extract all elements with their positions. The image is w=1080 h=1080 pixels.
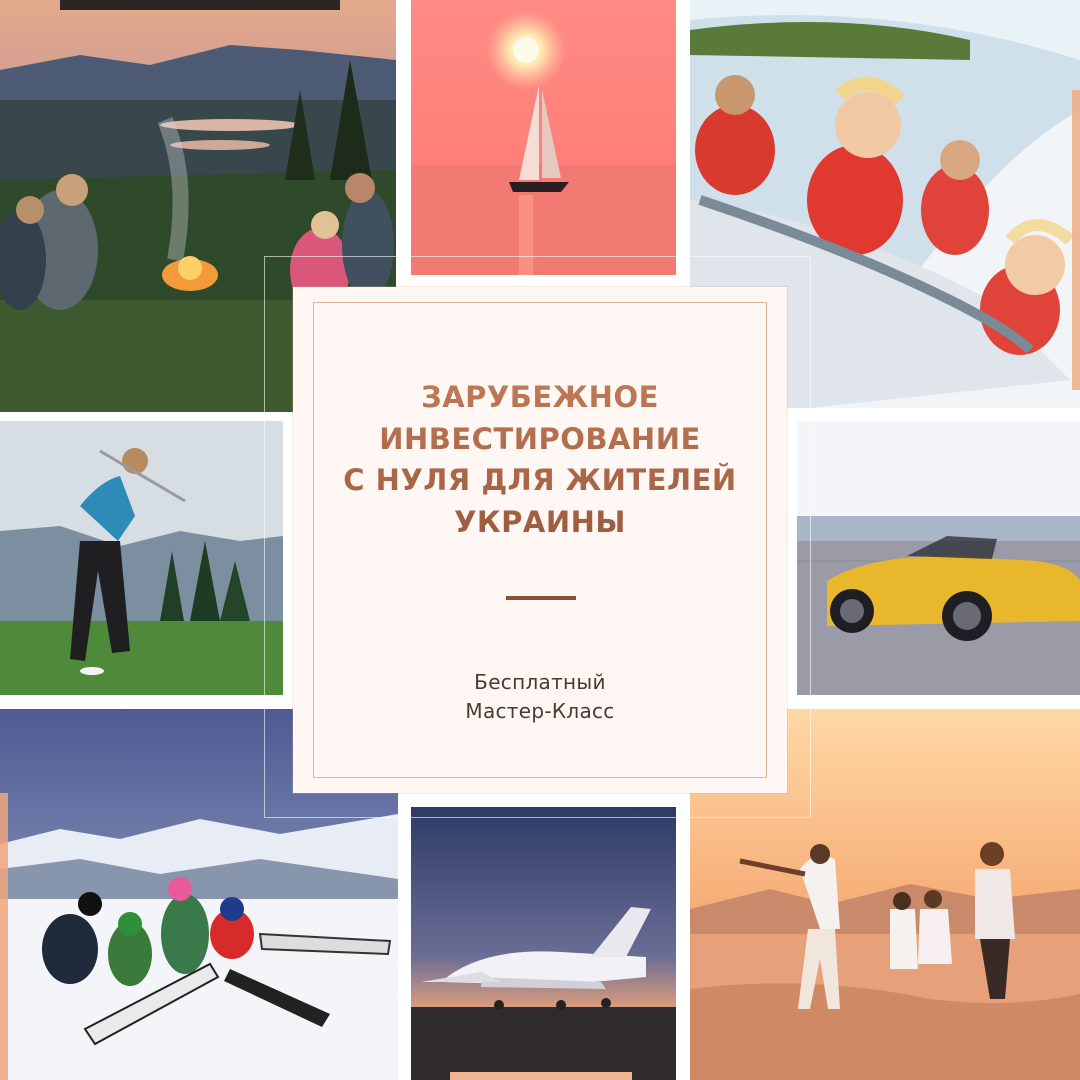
top-accent-bar (60, 0, 340, 10)
subtitle-line: Бесплатный (474, 670, 606, 694)
title-line: ИНВЕСТИРОВАНИЕ (379, 421, 701, 456)
private-jet-photo (411, 807, 676, 1080)
left-accent-bar (0, 793, 8, 1080)
golfer-photo (0, 421, 283, 695)
promo-card-border (313, 302, 767, 778)
subtitle-line: Мастер-Класс (465, 699, 615, 723)
title-divider (506, 596, 576, 600)
promo-card (293, 287, 787, 793)
title-line: ЗАРУБЕЖНОЕ (421, 380, 659, 414)
sailboat-sunset-photo (411, 0, 676, 275)
title-line: УКРАИНЫ (454, 504, 626, 539)
promo-subtitle (314, 668, 766, 726)
yellow-convertible-photo (797, 421, 1080, 695)
bottom-accent-bar (450, 1072, 632, 1080)
title-line: С НУЛЯ ДЛЯ ЖИТЕЛЕЙ (343, 463, 737, 497)
promo-title (314, 377, 766, 543)
right-accent-bar (1072, 90, 1080, 390)
